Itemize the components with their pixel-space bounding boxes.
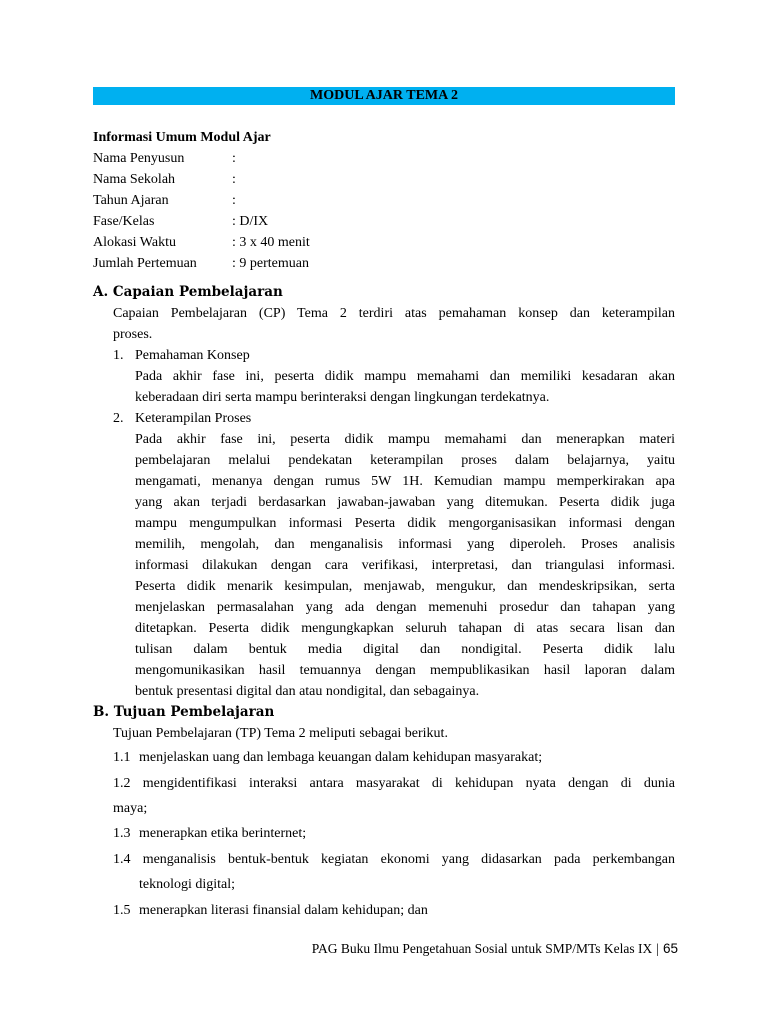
tp-item <box>113 823 675 844</box>
tp-item-continuation: teknologi digital; <box>139 877 236 892</box>
info-label: Alokasi Waktu <box>93 235 176 250</box>
section-b-intro: Tujuan Pembelajaran (TP) Tema 2 meliputi sebagai berikut. <box>113 726 448 741</box>
cp-item-line: mampu mengumpulkan informasi Peserta didik mengorganisasikan informasi dengan <box>135 516 675 531</box>
cp-item-line: menjelaskan permasalahan yang ada dengan memenuhi prosedur dan tahapan yang <box>135 600 675 615</box>
tp-item-text: mengidentifikasi interaksi antara masyarakat di kehidupan nyata dengan di dunia <box>142 776 675 791</box>
info-label: Nama Penyusun <box>93 151 185 166</box>
cp-item-line: yang akan terjadi berdasarkan jawaban-jawaban yang ditemukan. Peserta didik juga <box>135 495 675 510</box>
cp-item-line: Pada akhir fase ini, peserta didik mampu memahami dan menerapkan materi <box>135 432 675 447</box>
tp-item-text: menerapkan literasi finansial dalam kehidupan; dan <box>139 903 428 918</box>
cp-item-line: pembelajaran melalui pendekatan keterampilan proses dalam belajarnya, yaitu <box>135 453 675 468</box>
cp-item-line: tulisan dalam bentuk media digital dan nondigital. Peserta didik lalu <box>135 642 675 657</box>
cp-item-2 <box>113 408 251 429</box>
page-footer <box>312 938 678 959</box>
info-row <box>93 190 310 211</box>
tp-item-number: 1.3 <box>113 826 131 841</box>
cp-item-line: memilih, mengolah, dan menganalisis informasi yang diperoleh. Proses analisis <box>135 537 675 552</box>
cp-item-line: bentuk presentasi digital dan atau nondigital, dan sebagainya. <box>135 684 480 699</box>
tp-item <box>113 849 675 870</box>
cp-item-line: informasi dilakukan dengan cara verifikasi, interpretasi, dan triangulasi informasi. <box>135 558 675 573</box>
section-a-heading: A. Capaian Pembelajaran <box>93 284 283 300</box>
info-row <box>93 232 310 253</box>
section-b-heading: B. Tujuan Pembelajaran <box>93 704 275 720</box>
cp-item-line: mengamati, menanya dengan rumus 5W 1H. Kemudian mampu memperkirakan apa <box>135 474 675 489</box>
section-a-intro-line: Capaian Pembelajaran (CP) Tema 2 terdiri atas pemahaman konsep dan keterampilan <box>113 306 675 321</box>
info-row <box>93 169 310 190</box>
info-label: Fase/Kelas <box>93 214 155 229</box>
tp-item <box>113 747 675 768</box>
info-value: : D/IX <box>232 214 269 229</box>
info-label: Tahun Ajaran <box>93 193 169 208</box>
info-value: : <box>232 151 236 166</box>
info-row <box>93 148 310 169</box>
module-title: MODUL AJAR TEMA 2 <box>310 88 458 103</box>
info-value: : 3 x 40 menit <box>232 235 310 250</box>
tp-item <box>113 773 675 794</box>
footer-text: PAG Buku Ilmu Pengetahuan Sosial untuk SMP/MTs Kelas IX <box>311 941 653 956</box>
tp-item-text: menjelaskan uang dan lembaga keuangan dalam kehidupan masyarakat; <box>139 750 543 765</box>
info-table <box>93 148 310 274</box>
cp-item-line: mengomunikasikan hasil temuannya dengan mempublikasikan hasil laporan dalam <box>135 663 675 678</box>
module-title-bar <box>93 87 675 105</box>
cp-item-line: Peserta didik menarik kesimpulan, menjawab, mengukur, dan mendeskripsikan, serta <box>135 579 675 594</box>
tp-item-number: 1.4 <box>113 852 131 867</box>
tp-item-text: menganalisis bentuk-bentuk kegiatan ekonomi yang didasarkan pada perkembangan <box>142 852 675 867</box>
cp-item-1 <box>113 345 250 366</box>
page-number: 65 <box>662 941 678 956</box>
footer-separator: | <box>656 941 659 956</box>
cp-item-number: 2. <box>113 411 124 426</box>
cp-item-line: keberadaan diri serta mampu berinteraksi dengan lingkungan terdekatnya. <box>135 390 550 405</box>
info-value: : 9 pertemuan <box>232 256 309 271</box>
cp-item-line: ditetapkan. Peserta didik mengungkapkan seluruh tahapan di atas secara lisan dan <box>135 621 675 636</box>
tp-item-text: menerapkan etika berinternet; <box>139 826 307 841</box>
info-label: Nama Sekolah <box>93 172 176 187</box>
info-value: : <box>232 172 236 187</box>
cp-item-title: Pemahaman Konsep <box>135 348 250 363</box>
cp-item-title: Keterampilan Proses <box>135 411 252 426</box>
tp-item-number: 1.1 <box>113 750 131 765</box>
section-a-intro-line: proses. <box>113 327 153 342</box>
info-row <box>93 211 310 232</box>
info-value: : <box>232 193 236 208</box>
info-heading: Informasi Umum Modul Ajar <box>93 130 271 145</box>
info-label: Jumlah Pertemuan <box>93 256 197 271</box>
info-row <box>93 253 310 274</box>
tp-item <box>113 900 675 921</box>
tp-item-number: 1.5 <box>113 903 131 918</box>
tp-item-number: 1.2 <box>113 776 131 791</box>
tp-item-continuation: maya; <box>113 801 148 816</box>
cp-item-number: 1. <box>113 348 124 363</box>
cp-item-line: Pada akhir fase ini, peserta didik mampu memahami dan memiliki kesadaran akan <box>135 369 675 384</box>
